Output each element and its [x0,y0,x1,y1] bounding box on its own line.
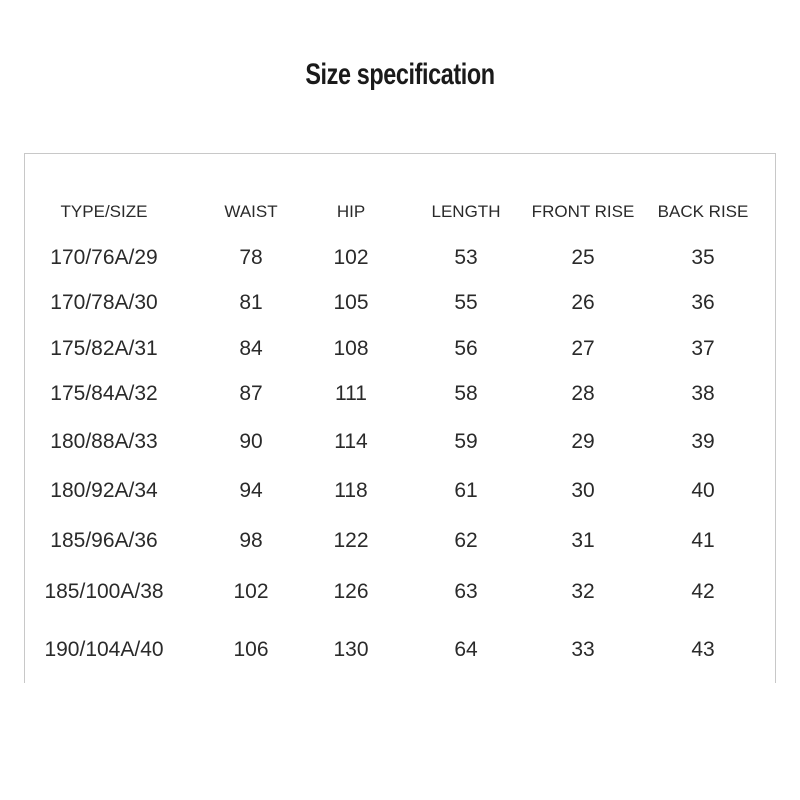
cell-type-size: 170/76A/29 [50,246,158,269]
cell-type-size: 175/84A/32 [50,382,158,405]
cell-front-rise: 33 [571,638,595,661]
cell-type-size: 185/100A/38 [44,580,164,603]
cell-hip: 114 [334,430,368,453]
cell-length: 61 [454,479,478,502]
cell-type-size: 180/88A/33 [50,430,158,453]
cell-type-size: 190/104A/40 [44,638,164,661]
cell-length: 56 [454,337,478,360]
cell-length: 55 [454,291,478,314]
cell-length: 59 [454,430,478,453]
cell-type-size: 180/92A/34 [50,479,158,502]
cell-hip: 118 [334,479,368,502]
cell-front-rise: 30 [571,479,595,502]
cell-back-rise: 43 [691,638,715,661]
cell-front-rise: 26 [571,291,595,314]
cell-front-rise: 28 [571,382,595,405]
cell-hip: 102 [333,246,369,269]
cell-front-rise: 25 [571,246,595,269]
cell-hip: 108 [333,337,369,360]
column-header-waist: WAIST [224,202,278,221]
column-header-hip: HIP [336,202,366,221]
cell-length: 53 [454,246,478,269]
column-header-front-rise: FRONT RISE [531,202,635,221]
cell-type-size: 175/82A/31 [50,337,158,360]
column-header-type-size: TYPE/SIZE [60,202,148,221]
cell-waist: 81 [239,291,263,314]
cell-length: 62 [454,529,478,552]
cell-hip: 126 [333,580,369,603]
cell-waist: 94 [239,479,263,502]
cell-back-rise: 41 [691,529,715,552]
column-header-length: LENGTH [431,202,501,221]
cell-waist: 102 [233,580,269,603]
cell-back-rise: 36 [691,291,715,314]
cell-front-rise: 29 [571,430,595,453]
cell-hip: 111 [335,382,367,405]
cell-waist: 106 [233,638,269,661]
cell-front-rise: 32 [571,580,595,603]
cell-back-rise: 42 [691,580,715,603]
cell-hip: 122 [333,529,369,552]
cell-type-size: 170/78A/30 [50,291,158,314]
column-header-back-rise: BACK RISE [657,202,749,221]
cell-back-rise: 40 [691,479,715,502]
cell-back-rise: 39 [691,430,715,453]
cell-hip: 130 [333,638,369,661]
cell-waist: 84 [239,337,263,360]
cell-front-rise: 27 [571,337,595,360]
cell-back-rise: 37 [691,337,715,360]
cell-waist: 98 [239,529,263,552]
cell-waist: 87 [239,382,263,405]
cell-waist: 78 [239,246,263,269]
page-title: Size specification [305,58,495,91]
cell-back-rise: 38 [691,382,715,405]
cell-length: 58 [454,382,478,405]
cell-back-rise: 35 [691,246,715,269]
size-table-panel [24,153,776,683]
cell-type-size: 185/96A/36 [50,529,158,552]
cell-hip: 105 [333,291,369,314]
cell-length: 64 [454,638,478,661]
cell-waist: 90 [239,430,263,453]
cell-length: 63 [454,580,478,603]
cell-front-rise: 31 [571,529,595,552]
